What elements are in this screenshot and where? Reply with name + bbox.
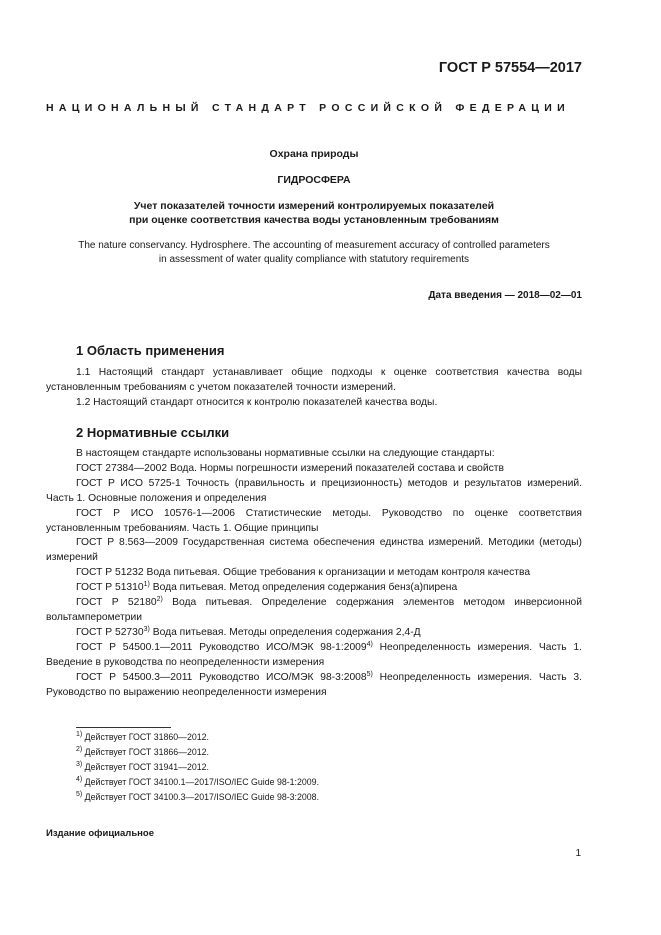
footnote-2: $^{2)}$ Действует ГОСТ 31866—2012.	[76, 746, 209, 757]
footnote-1: $^{1)}$ Действует ГОСТ 31860—2012.	[76, 731, 209, 742]
footnote-4: $^{4)}$ Действует ГОСТ 34100.1—2017/ISO/IEC Guide 98-1:2009.	[76, 776, 320, 787]
title-russian-line-1: Учет показателей точности измерений контролируемых показателей	[133, 200, 495, 212]
reference-gost-51232: ГОСТ Р 51232 Вода питьевая. Общие требования к организации и методам контроля качества	[76, 567, 531, 579]
section-2-heading: 2 Нормативные ссылки	[76, 425, 230, 440]
page-number: 1	[575, 848, 581, 859]
reference-gost-54500-3: ГОСТ Р 54500.3—2011 Руководство ИСО/МЭК 98-3:2008$^{5)}$ Неопределенность измерения. Часть 3. Руководство по выражению неопределенности измерения	[46, 670, 583, 698]
reference-gost-52730: ГОСТ Р 52730$^{3)}$ Вода питьевая. Методы определения содержания 2,4-Д	[76, 625, 421, 638]
footnote-5: $^{5)}$ Действует ГОСТ 34100.3—2017/ISO/IEC Guide 98-3:2008.	[76, 791, 320, 802]
title-english	[46, 239, 582, 267]
section-1-heading: 1 Область применения	[76, 343, 225, 358]
reference-gost-8-563: ГОСТ Р 8.563—2009 Государственная система обеспечения единства измерений. Методики (методы) измерений	[46, 537, 582, 564]
reference-gost-27384: ГОСТ 27384—2002 Вода. Нормы погрешности измерений показателей состава и свойств	[76, 462, 504, 474]
footnote-3: $^{3)}$ Действует ГОСТ 31941—2012.	[76, 761, 209, 772]
title-english-line-1: The nature conservancy. Hydrosphere. The accounting of measurement accuracy of controlled parameters	[78, 240, 550, 251]
references-intro: В настоящем стандарте использованы нормативные ссылки на следующие стандарты:	[76, 448, 495, 459]
official-edition-label: Издание официальное	[46, 828, 154, 839]
footnotes	[76, 730, 319, 805]
reference-gost-52180: ГОСТ Р 52180$^{2)}$ Вода питьевая. Определение содержания элементов методом инверсионной вольтамперометрии	[46, 596, 582, 623]
introduction-date: Дата введения — 2018—02—01	[428, 290, 582, 301]
national-standard-banner: НАЦИОНАЛЬНЫЙ СТАНДАРТ РОССИЙСКОЙ ФЕДЕРАЦИИ	[46, 102, 570, 114]
paragraph-1-1: 1.1 Настоящий стандарт устанавливает общие подходы к оценке соответствия качества воды установленным требованиям с учетом показателей точности измерений.	[46, 367, 582, 393]
title-russian	[46, 199, 582, 227]
reference-iso-10576-1: ГОСТ Р ИСО 10576-1—2006 Статистические методы. Руководство по оценке соответствия установленным требованиям. Часть 1. Общие принципы	[46, 507, 582, 534]
title-english-line-2: in assessment of water quality compliance with statutory requirements	[158, 254, 470, 265]
title-topic: Охрана природы	[269, 148, 359, 160]
section-1-body	[46, 366, 582, 411]
standard-code: ГОСТ Р 57554—2017	[438, 60, 582, 76]
reference-gost-54500-1: ГОСТ Р 54500.1—2011 Руководство ИСО/МЭК 98-1:2009$^{4)}$ Неопределенность измерения. Часть 1. Введение в руководства по неопределенности измерения	[46, 640, 583, 668]
section-2-body	[46, 447, 582, 700]
footnote-separator	[76, 727, 171, 728]
reference-iso-5725-1: ГОСТ Р ИСО 5725-1 Точность (правильность и прецизионность) методов и результатов измерений. Часть 1. Основные положения и определения	[46, 477, 582, 504]
title-russian-line-2: при оценке соответствия качества воды установленным требованиям	[129, 214, 499, 226]
paragraph-1-2: 1.2 Настоящий стандарт относится к контролю показателей качества воды.	[76, 396, 438, 408]
title-subject: ГИДРОСФЕРА	[277, 174, 351, 186]
reference-gost-51310: ГОСТ Р 51310$^{1)}$ Вода питьевая. Метод определения содержания бенз(а)пирена	[76, 581, 458, 594]
